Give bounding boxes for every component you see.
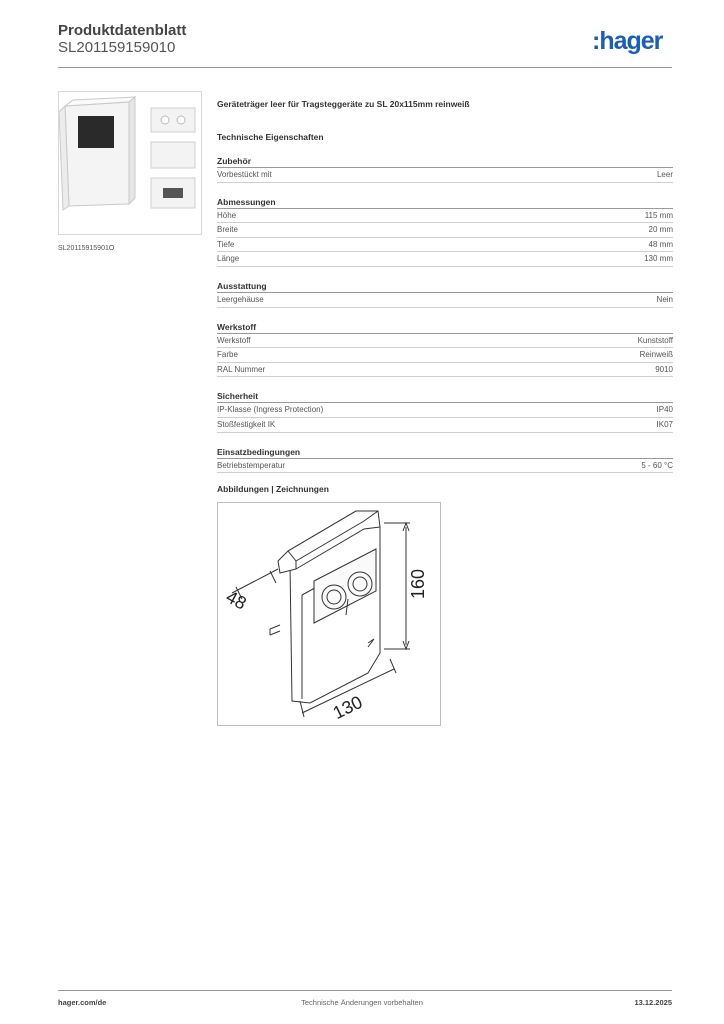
technical-properties-heading: Technische Eigenschaften [217, 132, 324, 142]
property-value: IP40 [656, 405, 673, 415]
document-title: Produktdatenblatt [58, 22, 187, 39]
property-value: Kunststoff [637, 335, 673, 345]
product-content [217, 97, 673, 473]
hager-logo [592, 26, 676, 56]
dimension-height-label: 160 [408, 568, 428, 599]
property-row [217, 363, 673, 378]
property-row [217, 168, 673, 183]
properties-table [217, 156, 673, 473]
section-title: Zubehör [217, 156, 673, 168]
product-name: Geräteträger leer für Tragsteggeräte zu SL 20x115mm reinweiß [217, 99, 470, 109]
property-section [217, 322, 673, 378]
footer-date: 13.12.2025 [634, 998, 672, 1007]
figures-heading: Abbildungen | Zeichnungen [217, 484, 329, 494]
footer-divider [58, 990, 672, 991]
section-title: Abmessungen [217, 197, 673, 209]
dimension-drawing [217, 502, 441, 726]
property-label: IP-Klasse (Ingress Protection) [217, 405, 324, 415]
footer-website: hager.com/de [58, 998, 107, 1007]
property-label: Farbe [217, 350, 238, 360]
property-section [217, 281, 673, 308]
property-section [217, 391, 673, 432]
header-divider [58, 67, 672, 68]
property-row [217, 459, 673, 474]
property-value: IK07 [656, 419, 673, 429]
footer-disclaimer: Technische Änderungen vorbehalten [301, 998, 423, 1007]
property-row [217, 238, 673, 253]
property-label: Vorbestückt mit [217, 170, 272, 179]
property-row [217, 418, 673, 433]
property-value: 5 - 60 °C [641, 460, 673, 470]
property-row [217, 293, 673, 308]
property-row [217, 252, 673, 267]
property-section [217, 156, 673, 183]
property-label: Länge [217, 254, 240, 264]
property-label: Leergehäuse [217, 294, 264, 304]
section-title: Werkstoff [217, 322, 673, 334]
property-row [217, 348, 673, 363]
dimension-length-label: 130 [329, 691, 366, 724]
property-value: 130 mm [644, 254, 673, 264]
product-image [58, 91, 202, 235]
property-value: 48 mm [648, 239, 673, 249]
property-row [217, 223, 673, 238]
property-section [217, 197, 673, 267]
property-label: Betriebstemperatur [217, 460, 286, 470]
section-title: Einsatzbedingungen [217, 447, 673, 459]
property-label: Breite [217, 225, 238, 235]
property-row [217, 403, 673, 418]
section-title: Ausstattung [217, 281, 673, 293]
dimension-depth-label: 48 [222, 586, 250, 614]
property-section [217, 447, 673, 474]
section-title: Sicherheit [217, 391, 673, 403]
property-label: RAL Nummer [217, 364, 266, 374]
property-value: Nein [656, 294, 673, 304]
property-value: Leer [656, 170, 673, 179]
image-caption: SL20115915901O [58, 245, 115, 252]
property-value: 20 mm [648, 225, 673, 235]
property-label: Stoßfestigkeit IK [217, 419, 276, 429]
product-code: SL201159159010 [58, 39, 176, 56]
logo-text: :hager [592, 27, 663, 55]
property-row [217, 334, 673, 349]
property-value: 115 mm [644, 210, 673, 220]
property-value: Reinweiß [639, 350, 673, 360]
property-value: 9010 [655, 364, 673, 374]
property-label: Werkstoff [217, 335, 251, 345]
property-label: Tiefe [217, 239, 235, 249]
property-label: Höhe [217, 210, 237, 220]
property-row [217, 209, 673, 224]
